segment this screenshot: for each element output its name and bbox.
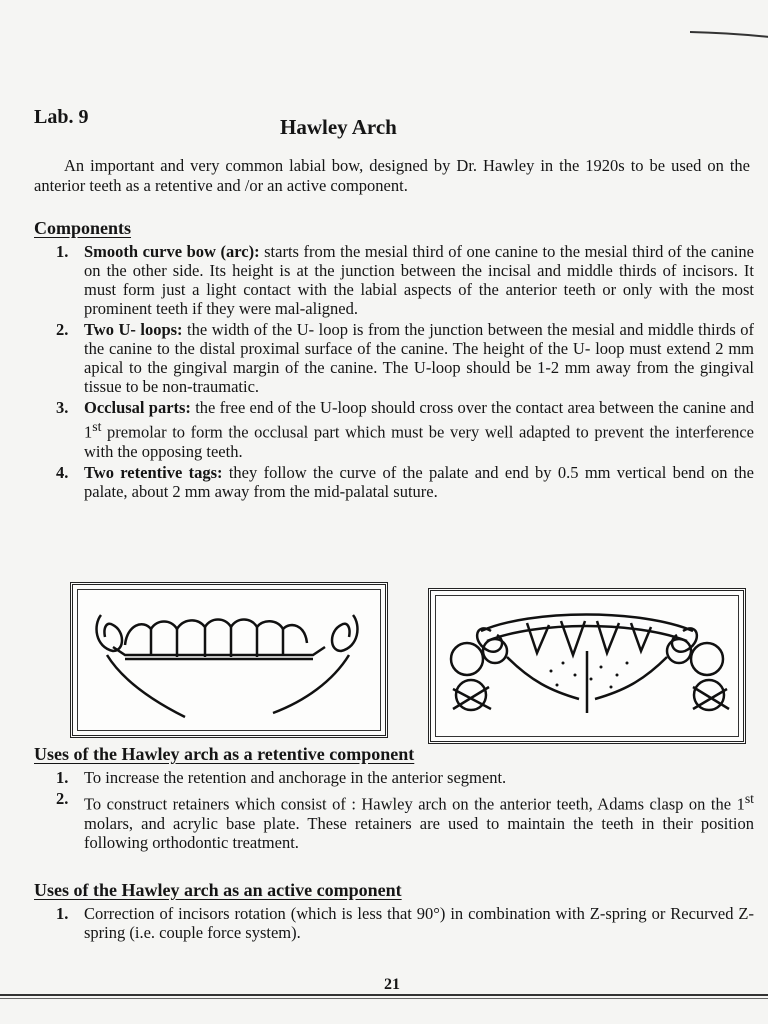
figure-frontal-view: [70, 582, 388, 738]
active-uses-list: [56, 904, 754, 944]
list-item: 3. Occlusal parts: the free end of the U-loop should cross over the contact area between the canine and 1st premolar to form the occlusal part which must be very well adapted to prevent the interference with the opposing teeth.: [56, 398, 754, 461]
figure-occlusal-view: [428, 588, 746, 744]
list-item: 2. Two U- loops: the width of the U- loop is from the junction between the mesial and middle thirds of the canine to the distal proximal surface of the canine. The height of the U- loop must extend 2 mm apical to the gingival margin of the canine. The U-loop should be 1-2 mm away from the gingival tissue to be non-traumatic.: [56, 320, 754, 396]
components-heading: Components: [34, 218, 132, 238]
corner-mark: [690, 30, 768, 38]
list-item: 4. Two retentive tags: they follow the curve of the palate and end by 0.5 mm vertical bend on the palate, about 2 mm away from the mid-palatal suture.: [56, 462, 754, 501]
active-uses-heading: Uses of the Hawley arch as an active component: [34, 880, 402, 900]
list-item: 1. To increase the retention and anchorage in the anterior segment.: [56, 768, 507, 787]
lab-number: Lab. 9: [34, 106, 89, 128]
components-list: [56, 242, 754, 503]
intro-paragraph: An important and very common labial bow, designed by Dr. Hawley in the 1920s to be used on the anterior teeth as a retentive and /or an active component.: [34, 156, 750, 195]
footer-rule: [0, 994, 768, 996]
hawley-arch-frontal-drawing: [73, 585, 385, 735]
page-title: Hawley Arch: [280, 115, 397, 139]
list-item: 1. Smooth curve bow (arc): starts from the mesial third of one canine to the mesial third of the canine on the other side. Its height is at the junction between the incisal and middle thirds of incisors. It must form just a light contact with the labial aspects of the anterior teeth or only with the most prominent teeth if they were mal-aligned.: [56, 242, 754, 318]
retentive-uses-list: [56, 768, 754, 854]
hawley-arch-occlusal-drawing: [431, 591, 743, 741]
retentive-uses-heading: Uses of the Hawley arch as a retentive component: [34, 744, 415, 764]
list-item: 1. Correction of incisors rotation (which is less that 90°) in combination with Z-spring or Recurved Z- spring (i.e. couple force system).: [56, 904, 754, 942]
footer-rule-thin: [0, 998, 768, 999]
list-item: 2. To construct retainers which consist of : Hawley arch on the anterior teeth, Adams clasp on the 1st molars, and acrylic base plate. These retainers are used to maintain the teeth in their position following orthodontic treatment.: [56, 789, 754, 852]
page-number: 21: [384, 976, 400, 993]
